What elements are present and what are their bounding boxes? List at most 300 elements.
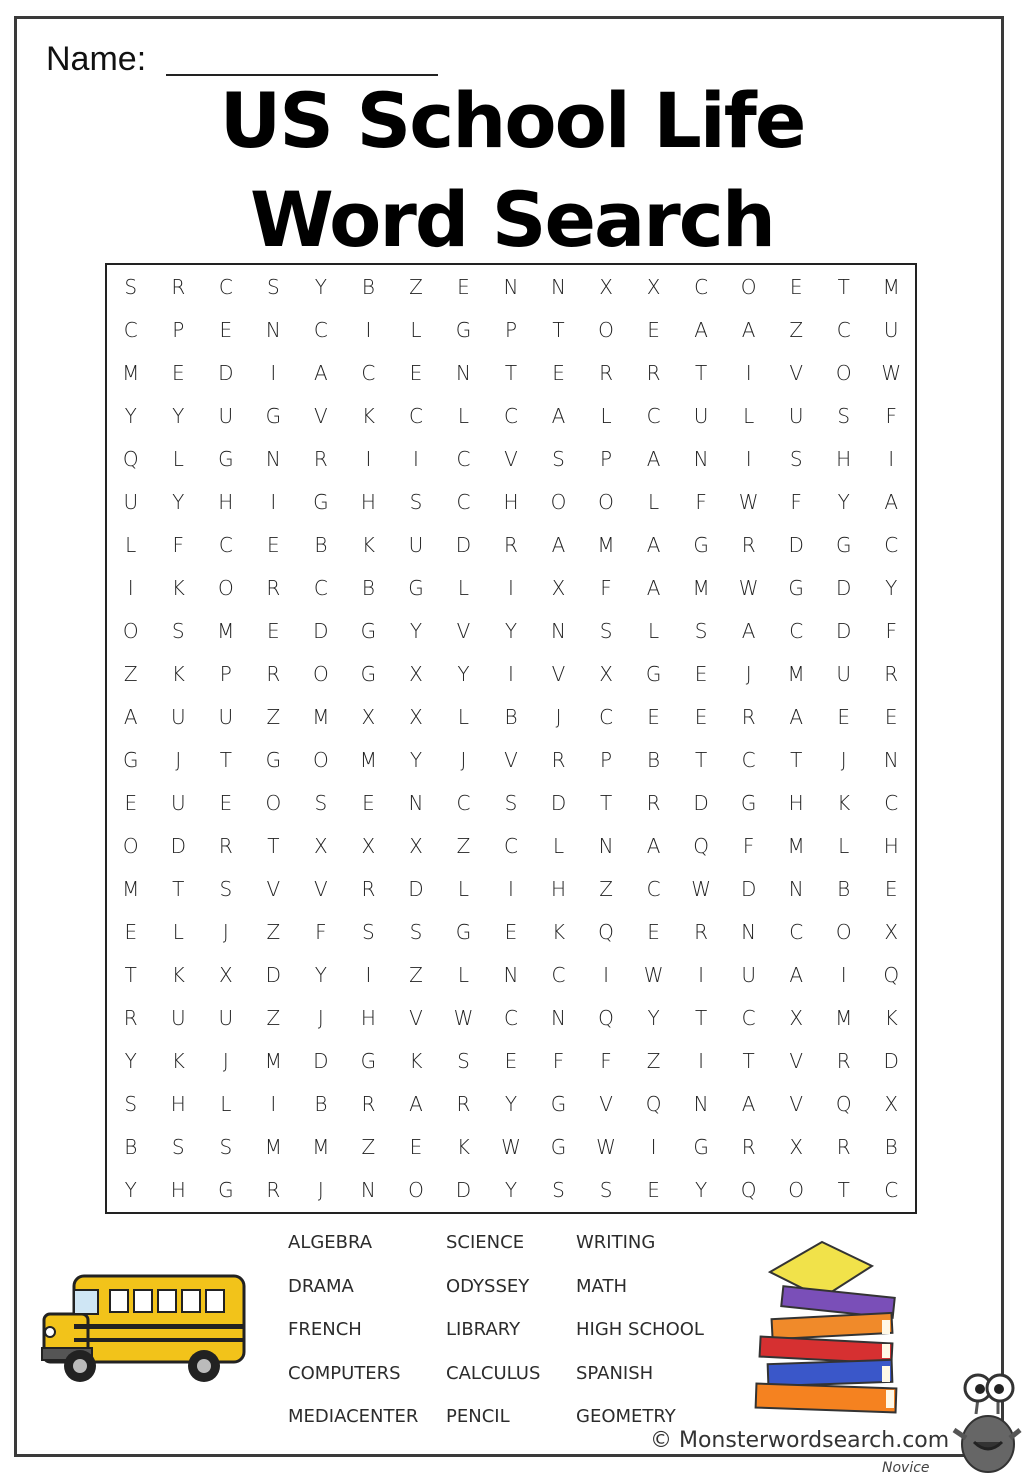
grid-letter[interactable]: D <box>455 1178 472 1203</box>
grid-letter[interactable]: D <box>836 618 852 643</box>
grid-letter[interactable]: W <box>643 963 664 988</box>
grid-letter[interactable]: S <box>171 1135 185 1160</box>
grid-letter[interactable]: C <box>741 748 756 773</box>
grid-letter[interactable]: T <box>219 748 232 773</box>
grid-letter[interactable]: N <box>408 791 424 816</box>
grid-letter[interactable]: A <box>551 532 566 557</box>
grid-letter[interactable]: O <box>550 489 567 514</box>
grid-letter[interactable]: Y <box>314 274 327 299</box>
grid-letter[interactable]: W <box>596 1135 616 1160</box>
grid-letter[interactable]: S <box>694 618 708 643</box>
grid-letter[interactable]: R <box>123 1006 138 1031</box>
grid-letter[interactable]: H <box>550 877 567 902</box>
grid-letter[interactable]: E <box>789 274 803 299</box>
grid-letter[interactable]: V <box>504 446 518 471</box>
grid-letter[interactable]: L <box>172 446 184 471</box>
grid-letter[interactable]: R <box>599 360 613 385</box>
grid-letter[interactable]: M <box>264 1049 282 1074</box>
grid-letter[interactable]: O <box>740 274 757 299</box>
grid-letter[interactable]: I <box>888 446 895 471</box>
grid-letter[interactable]: H <box>170 1178 186 1203</box>
grid-letter[interactable]: C <box>836 317 851 342</box>
grid-letter[interactable]: M <box>217 618 235 643</box>
grid-letter[interactable]: R <box>884 661 899 686</box>
grid-letter[interactable]: R <box>218 834 233 859</box>
grid-letter[interactable]: W <box>453 1006 474 1031</box>
grid-letter[interactable]: H <box>836 446 852 471</box>
grid-letter[interactable]: V <box>456 618 471 643</box>
grid-letter[interactable]: B <box>314 532 328 557</box>
grid-letter[interactable]: Z <box>456 834 471 859</box>
grid-letter[interactable]: C <box>456 791 471 816</box>
grid-letter[interactable]: X <box>409 661 423 686</box>
grid-letter[interactable]: O <box>788 1178 805 1203</box>
grid-letter[interactable]: G <box>550 1092 567 1117</box>
grid-letter[interactable]: H <box>883 834 899 859</box>
grid-letter[interactable]: V <box>789 1092 804 1117</box>
grid-letter[interactable]: C <box>884 532 899 557</box>
grid-letter[interactable]: S <box>219 1135 233 1160</box>
grid-letter[interactable]: Z <box>361 1135 376 1160</box>
grid-letter[interactable]: A <box>646 575 661 600</box>
grid-letter[interactable]: L <box>648 489 660 514</box>
grid-letter[interactable]: B <box>314 1092 328 1117</box>
grid-letter[interactable]: Y <box>504 1092 518 1117</box>
grid-letter[interactable]: C <box>218 274 233 299</box>
grid-letter[interactable]: R <box>551 748 566 773</box>
grid-letter[interactable]: Y <box>647 1006 660 1031</box>
grid-letter[interactable]: G <box>218 1178 234 1203</box>
grid-letter[interactable]: A <box>646 532 661 557</box>
grid-letter[interactable]: I <box>650 1135 657 1160</box>
grid-letter[interactable]: W <box>738 575 759 600</box>
grid-letter[interactable]: X <box>646 274 661 299</box>
grid-letter[interactable]: S <box>124 1092 138 1117</box>
grid-letter[interactable]: G <box>218 446 234 471</box>
grid-letter[interactable]: X <box>599 661 613 686</box>
grid-letter[interactable]: Q <box>835 1092 852 1117</box>
grid-letter[interactable]: R <box>266 1178 281 1203</box>
grid-letter[interactable]: X <box>409 704 423 729</box>
grid-letter[interactable]: E <box>694 661 708 686</box>
grid-letter[interactable]: E <box>504 1049 518 1074</box>
grid-letter[interactable]: E <box>837 704 851 729</box>
grid-letter[interactable]: I <box>270 489 277 514</box>
grid-letter[interactable]: G <box>455 920 472 945</box>
grid-letter[interactable]: O <box>217 575 234 600</box>
grid-letter[interactable]: D <box>740 877 757 902</box>
grid-letter[interactable]: F <box>742 834 755 859</box>
grid-letter[interactable]: L <box>743 403 755 428</box>
grid-letter[interactable]: D <box>313 618 329 643</box>
grid-letter[interactable]: A <box>646 446 661 471</box>
grid-letter[interactable]: G <box>693 1135 709 1160</box>
grid-letter[interactable]: C <box>884 1178 899 1203</box>
grid-letter[interactable]: K <box>171 575 185 600</box>
grid-letter[interactable]: G <box>360 618 377 643</box>
grid-letter[interactable]: O <box>313 661 329 686</box>
grid-letter[interactable]: N <box>503 274 519 299</box>
grid-letter[interactable]: E <box>124 920 138 945</box>
grid-letter[interactable]: X <box>884 1092 899 1117</box>
grid-letter[interactable]: Y <box>504 1178 518 1203</box>
grid-letter[interactable]: V <box>789 360 804 385</box>
grid-letter[interactable]: R <box>646 360 661 385</box>
grid-letter[interactable]: Y <box>124 403 137 428</box>
grid-letter[interactable]: O <box>122 618 139 643</box>
grid-letter[interactable]: L <box>648 618 660 643</box>
grid-letter[interactable]: Z <box>266 920 281 945</box>
grid-letter[interactable]: S <box>409 920 423 945</box>
grid-letter[interactable]: L <box>172 920 184 945</box>
grid-letter[interactable]: J <box>317 1178 324 1203</box>
grid-letter[interactable]: C <box>646 877 661 902</box>
grid-letter[interactable]: R <box>741 532 756 557</box>
grid-letter[interactable]: Y <box>409 748 423 773</box>
grid-letter[interactable]: B <box>361 274 375 299</box>
grid-letter[interactable]: N <box>265 317 281 342</box>
grid-letter[interactable]: N <box>883 748 899 773</box>
grid-letter[interactable]: A <box>409 1092 423 1117</box>
grid-letter[interactable]: Z <box>409 963 423 988</box>
grid-letter[interactable]: X <box>789 1006 804 1031</box>
grid-letter[interactable]: X <box>884 920 899 945</box>
grid-letter[interactable]: I <box>698 963 705 988</box>
grid-letter[interactable]: F <box>172 532 185 557</box>
grid-letter[interactable]: Y <box>457 661 470 686</box>
grid-letter[interactable]: Q <box>598 1006 614 1031</box>
grid-letter[interactable]: B <box>361 575 375 600</box>
grid-letter[interactable]: X <box>314 834 328 859</box>
grid-letter[interactable]: O <box>835 360 852 385</box>
grid-letter[interactable]: N <box>503 963 519 988</box>
grid-letter[interactable]: R <box>504 532 518 557</box>
grid-letter[interactable]: E <box>267 618 280 643</box>
grid-letter[interactable]: C <box>599 704 614 729</box>
grid-letter[interactable]: H <box>788 791 804 816</box>
grid-letter[interactable]: Q <box>693 834 709 859</box>
grid-letter[interactable]: X <box>789 1135 804 1160</box>
grid-letter[interactable]: E <box>647 704 660 729</box>
grid-letter[interactable]: T <box>695 748 708 773</box>
grid-letter[interactable]: F <box>885 618 897 643</box>
grid-letter[interactable]: D <box>170 834 186 859</box>
grid-letter[interactable]: E <box>884 704 898 729</box>
grid-letter[interactable]: F <box>600 1049 612 1074</box>
grid-letter[interactable]: J <box>317 1006 324 1031</box>
grid-letter[interactable]: N <box>360 1178 376 1203</box>
grid-letter[interactable]: I <box>365 963 372 988</box>
grid-letter[interactable]: F <box>695 489 707 514</box>
grid-letter[interactable]: M <box>264 1135 282 1160</box>
grid-letter[interactable]: I <box>745 360 752 385</box>
grid-letter[interactable]: L <box>457 575 470 600</box>
grid-letter[interactable]: X <box>599 274 613 299</box>
grid-letter[interactable]: G <box>408 575 424 600</box>
grid-letter[interactable]: I <box>127 575 134 600</box>
grid-letter[interactable]: U <box>170 791 186 816</box>
grid-letter[interactable]: C <box>741 1006 756 1031</box>
grid-letter[interactable]: U <box>836 661 852 686</box>
grid-letter[interactable]: D <box>218 360 234 385</box>
grid-letter[interactable]: V <box>504 748 518 773</box>
grid-letter[interactable]: T <box>790 748 803 773</box>
grid-letter[interactable]: E <box>647 1178 660 1203</box>
grid-letter[interactable]: D <box>836 575 852 600</box>
grid-letter[interactable]: K <box>837 791 851 816</box>
grid-letter[interactable]: Z <box>266 704 281 729</box>
grid-letter[interactable]: R <box>646 791 661 816</box>
grid-letter[interactable]: E <box>457 274 470 299</box>
grid-letter[interactable]: L <box>457 403 470 428</box>
grid-letter[interactable]: R <box>313 446 328 471</box>
grid-letter[interactable]: Y <box>885 575 898 600</box>
grid-letter[interactable]: G <box>788 575 804 600</box>
grid-letter[interactable]: A <box>789 704 804 729</box>
grid-letter[interactable]: S <box>409 489 423 514</box>
grid-letter[interactable]: I <box>270 360 277 385</box>
grid-letter[interactable]: S <box>219 877 233 902</box>
grid-letter[interactable]: S <box>789 446 803 471</box>
grid-letter[interactable]: M <box>787 661 805 686</box>
grid-letter[interactable]: R <box>694 920 709 945</box>
grid-letter[interactable]: C <box>789 920 804 945</box>
grid-letter[interactable]: N <box>693 1092 709 1117</box>
grid-letter[interactable]: E <box>504 920 518 945</box>
grid-letter[interactable]: E <box>552 360 565 385</box>
grid-letter[interactable]: T <box>172 877 185 902</box>
grid-letter[interactable]: P <box>504 317 518 342</box>
grid-letter[interactable]: E <box>219 791 233 816</box>
grid-letter[interactable]: U <box>170 704 186 729</box>
grid-letter[interactable]: V <box>789 1049 804 1074</box>
grid-letter[interactable]: N <box>455 360 471 385</box>
grid-letter[interactable]: C <box>884 791 899 816</box>
grid-letter[interactable]: G <box>455 317 472 342</box>
grid-letter[interactable]: G <box>835 532 852 557</box>
grid-letter[interactable]: M <box>359 748 378 773</box>
grid-letter[interactable]: U <box>218 704 234 729</box>
grid-letter[interactable]: A <box>741 618 756 643</box>
grid-letter[interactable]: J <box>222 920 229 945</box>
grid-letter[interactable]: T <box>837 274 850 299</box>
grid-letter[interactable]: D <box>408 877 424 902</box>
grid-letter[interactable]: L <box>410 317 422 342</box>
grid-letter[interactable]: O <box>313 748 329 773</box>
grid-letter[interactable]: U <box>218 403 234 428</box>
grid-letter[interactable]: X <box>551 575 566 600</box>
grid-letter[interactable]: E <box>884 877 898 902</box>
grid-letter[interactable]: Z <box>599 877 613 902</box>
grid-letter[interactable]: O <box>265 791 282 816</box>
grid-letter[interactable]: L <box>220 1092 232 1117</box>
grid-letter[interactable]: C <box>551 963 566 988</box>
grid-letter[interactable]: X <box>218 963 233 988</box>
grid-letter[interactable]: R <box>456 1092 471 1117</box>
grid-letter[interactable]: D <box>550 791 567 816</box>
grid-letter[interactable]: Q <box>645 1092 662 1117</box>
grid-letter[interactable]: F <box>552 1049 565 1074</box>
grid-letter[interactable]: C <box>218 532 233 557</box>
grid-letter[interactable]: C <box>313 317 328 342</box>
grid-letter[interactable]: Y <box>172 403 185 428</box>
grid-letter[interactable]: S <box>266 274 280 299</box>
grid-letter[interactable]: J <box>460 748 467 773</box>
grid-letter[interactable]: P <box>172 317 185 342</box>
grid-letter[interactable]: R <box>836 1135 851 1160</box>
grid-letter[interactable]: M <box>312 704 330 729</box>
grid-letter[interactable]: G <box>740 791 757 816</box>
grid-letter[interactable]: G <box>123 748 139 773</box>
grid-letter[interactable]: E <box>219 317 233 342</box>
grid-letter[interactable]: M <box>692 575 710 600</box>
grid-letter[interactable]: N <box>598 834 614 859</box>
grid-letter[interactable]: C <box>361 360 376 385</box>
grid-letter[interactable]: D <box>788 532 804 557</box>
grid-letter[interactable]: F <box>885 403 897 428</box>
grid-letter[interactable]: V <box>599 1092 613 1117</box>
grid-letter[interactable]: X <box>361 704 376 729</box>
grid-letter[interactable]: M <box>597 532 615 557</box>
grid-letter[interactable]: D <box>265 963 282 988</box>
grid-letter[interactable]: W <box>501 1135 521 1160</box>
grid-letter[interactable]: Z <box>123 661 138 686</box>
grid-letter[interactable]: S <box>552 1178 565 1203</box>
grid-letter[interactable]: O <box>408 1178 424 1203</box>
grid-letter[interactable]: I <box>745 446 752 471</box>
grid-letter[interactable]: B <box>504 704 518 729</box>
grid-letter[interactable]: J <box>745 661 752 686</box>
grid-letter[interactable]: L <box>457 877 470 902</box>
grid-letter[interactable]: S <box>362 920 375 945</box>
grid-letter[interactable]: Q <box>740 1178 757 1203</box>
grid-letter[interactable]: L <box>552 834 565 859</box>
grid-letter[interactable]: V <box>266 877 281 902</box>
grid-letter[interactable]: D <box>693 791 709 816</box>
grid-letter[interactable]: N <box>265 446 281 471</box>
grid-letter[interactable]: C <box>504 403 518 428</box>
grid-letter[interactable]: I <box>365 317 372 342</box>
grid-letter[interactable]: Y <box>124 1178 137 1203</box>
grid-letter[interactable]: P <box>600 748 613 773</box>
grid-letter[interactable]: T <box>552 317 565 342</box>
grid-letter[interactable]: B <box>884 1135 898 1160</box>
grid-letter[interactable]: M <box>835 1006 853 1031</box>
grid-letter[interactable]: K <box>171 963 185 988</box>
grid-letter[interactable]: S <box>504 791 518 816</box>
grid-letter[interactable]: I <box>270 1092 277 1117</box>
grid-letter[interactable]: K <box>456 1135 471 1160</box>
grid-letter[interactable]: F <box>315 920 327 945</box>
grid-letter[interactable]: E <box>409 1135 423 1160</box>
grid-letter[interactable]: H <box>503 489 519 514</box>
grid-letter[interactable]: K <box>361 403 375 428</box>
grid-letter[interactable]: E <box>124 791 138 816</box>
grid-letter[interactable]: O <box>835 920 852 945</box>
grid-letter[interactable]: K <box>171 661 185 686</box>
grid-letter[interactable]: Z <box>266 1006 281 1031</box>
grid-letter[interactable]: X <box>361 834 376 859</box>
grid-letter[interactable]: H <box>360 1006 376 1031</box>
grid-letter[interactable]: L <box>125 532 137 557</box>
grid-letter[interactable]: A <box>741 317 756 342</box>
grid-letter[interactable]: C <box>504 1006 518 1031</box>
grid-letter[interactable]: B <box>124 1135 138 1160</box>
grid-letter[interactable]: K <box>171 1049 185 1074</box>
grid-letter[interactable]: G <box>313 489 329 514</box>
grid-letter[interactable]: A <box>646 834 661 859</box>
grid-letter[interactable]: U <box>123 489 139 514</box>
grid-letter[interactable]: N <box>551 1006 566 1031</box>
grid-letter[interactable]: L <box>838 834 850 859</box>
grid-letter[interactable]: M <box>787 834 805 859</box>
grid-letter[interactable]: M <box>122 877 140 902</box>
grid-letter[interactable]: T <box>837 1178 850 1203</box>
grid-letter[interactable]: D <box>883 1049 899 1074</box>
grid-letter[interactable]: K <box>361 532 375 557</box>
grid-letter[interactable]: D <box>455 532 472 557</box>
grid-letter[interactable]: I <box>508 661 514 686</box>
grid-letter[interactable]: Z <box>646 1049 661 1074</box>
grid-letter[interactable]: A <box>551 403 566 428</box>
grid-letter[interactable]: R <box>266 661 281 686</box>
grid-letter[interactable]: Q <box>598 920 614 945</box>
grid-letter[interactable]: M <box>882 274 900 299</box>
grid-letter[interactable]: P <box>600 446 613 471</box>
grid-letter[interactable]: V <box>314 877 328 902</box>
grid-letter[interactable]: R <box>741 1135 756 1160</box>
grid-letter[interactable]: Z <box>409 274 423 299</box>
grid-letter[interactable]: E <box>647 317 660 342</box>
grid-letter[interactable]: S <box>552 446 565 471</box>
grid-letter[interactable]: K <box>884 1006 898 1031</box>
grid-letter[interactable]: U <box>218 1006 234 1031</box>
grid-letter[interactable]: U <box>408 532 424 557</box>
grid-letter[interactable]: S <box>171 618 185 643</box>
grid-letter[interactable]: E <box>171 360 185 385</box>
grid-letter[interactable]: X <box>409 834 423 859</box>
grid-letter[interactable]: A <box>741 1092 756 1117</box>
grid-letter[interactable]: S <box>837 403 851 428</box>
grid-letter[interactable]: G <box>360 661 377 686</box>
grid-letter[interactable]: S <box>314 791 328 816</box>
grid-letter[interactable]: J <box>222 1049 229 1074</box>
grid-letter[interactable]: E <box>694 704 708 729</box>
grid-letter[interactable]: G <box>693 532 709 557</box>
grid-letter[interactable]: A <box>884 489 899 514</box>
grid-letter[interactable]: S <box>457 1049 470 1074</box>
grid-letter[interactable]: L <box>457 963 470 988</box>
grid-letter[interactable]: J <box>175 748 182 773</box>
grid-letter[interactable]: R <box>171 274 186 299</box>
grid-letter[interactable]: L <box>457 704 470 729</box>
grid-letter[interactable]: O <box>598 317 614 342</box>
grid-letter[interactable]: S <box>599 1178 613 1203</box>
grid-letter[interactable]: E <box>362 791 375 816</box>
grid-letter[interactable]: Y <box>124 1049 137 1074</box>
grid-letter[interactable]: B <box>837 877 851 902</box>
grid-letter[interactable]: J <box>555 704 562 729</box>
grid-letter[interactable]: Q <box>883 963 900 988</box>
grid-letter[interactable]: K <box>409 1049 423 1074</box>
grid-letter[interactable]: H <box>218 489 234 514</box>
grid-letter[interactable]: V <box>314 403 328 428</box>
grid-letter[interactable]: U <box>170 1006 186 1031</box>
grid-letter[interactable]: N <box>551 274 566 299</box>
grid-letter[interactable]: B <box>647 748 661 773</box>
grid-letter[interactable]: W <box>691 877 711 902</box>
grid-letter[interactable]: Y <box>695 1178 708 1203</box>
